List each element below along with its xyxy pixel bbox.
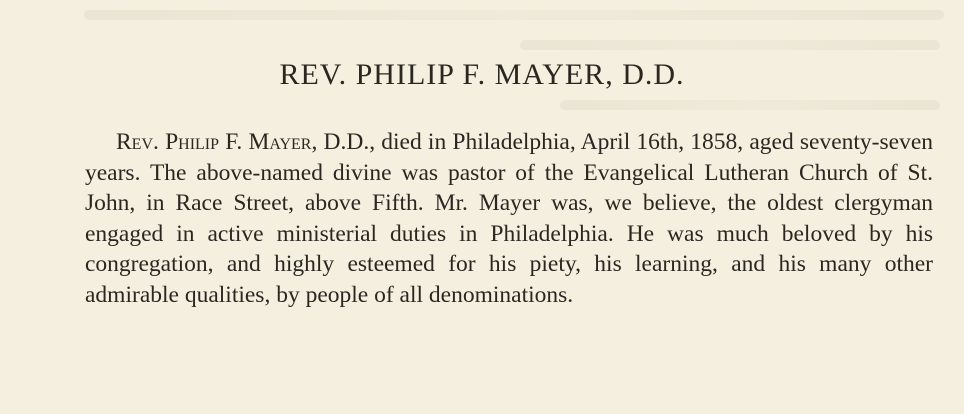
- obituary-title: REV. PHILIP F. MAYER, D.D.: [279, 58, 685, 91]
- subject-name: Rev. Philip F. Mayer: [116, 129, 312, 155]
- obituary-paragraph: [85, 127, 933, 310]
- page-bleed-through: [560, 100, 940, 110]
- page-bleed-through: [520, 40, 940, 50]
- paragraph-text: , D.D., died in Philadelphia, April 16th, 1858, aged seventy-seven years. The above-named divine was pastor of the Evangelical Lutheran Church of St. John, in Race Street, above Fifth. Mr. Mayer was, we believe, the oldest clergyman engaged in active ministerial duties in Philadelphia. He was much beloved by his congregation, and highly esteemed for his piety, his learning, and his many other admirable qualities, by people of all denominations.: [85, 129, 933, 308]
- page-bleed-through: [84, 10, 944, 20]
